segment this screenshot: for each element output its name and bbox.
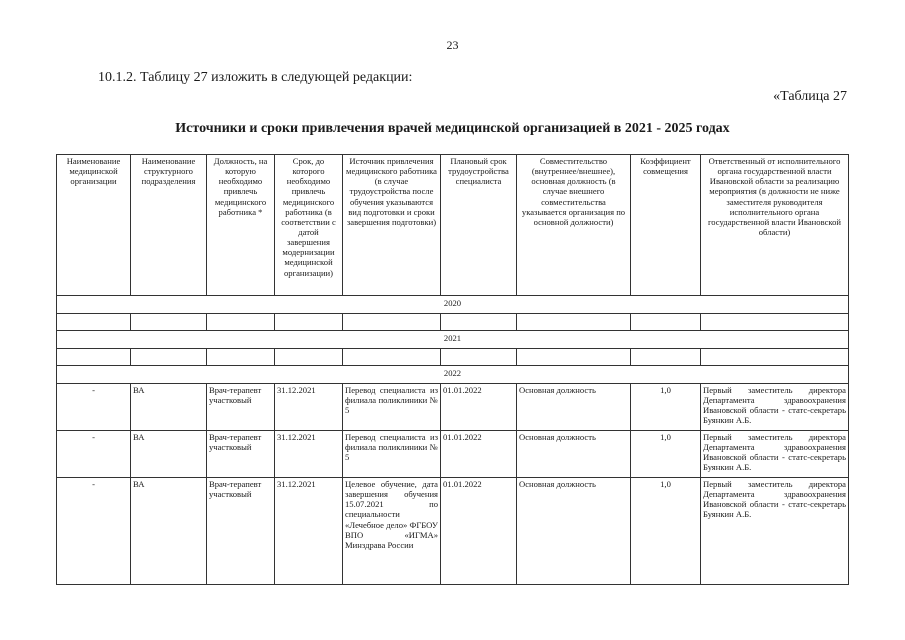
cell-source: Целевое обучение, дата завершения обучения 15.07.2021 по специальности «Лечебное дело» ФГБОУ ВПО «ИГМА» Минздрава России: [343, 478, 441, 585]
cell-combination: Основная должность: [517, 384, 631, 431]
cell-deadline: 31.12.2021: [275, 478, 343, 585]
table-reference: «Таблица 27: [773, 89, 847, 104]
header-org: Наименование медицинской организации: [57, 155, 131, 296]
header-coefficient: Коэффициент совмещения: [631, 155, 701, 296]
instruction-text: 10.1.2. Таблицу 27 изложить в следующей редакции:: [98, 70, 413, 85]
cell-position: Врач-терапевт участковый: [207, 384, 275, 431]
header-source: Источник привлечения медицинского работника (в случае трудоустройства после обучения указываются вид подготовки и сроки завершения подготовки): [343, 155, 441, 296]
header-deadline: Срок, до которого необходимо привлечь медицинского работника (в соответствии с датой завершения модернизации медицинской организации): [275, 155, 343, 296]
staffing-table: [56, 154, 849, 585]
cell-combination: Основная должность: [517, 431, 631, 478]
empty-row: [57, 349, 849, 366]
cell-position: Врач-терапевт участковый: [207, 478, 275, 585]
cell-source: Перевод специалиста из филиала поликлиники № 5: [343, 384, 441, 431]
table-title: Источники и сроки привлечения врачей медицинской организацией в 2021 - 2025 годах: [175, 121, 730, 136]
cell-org: -: [57, 431, 131, 478]
cell-source: Перевод специалиста из филиала поликлиники № 5: [343, 431, 441, 478]
table-row: [57, 431, 849, 478]
header-responsible: Ответственный от исполнительного органа государственной власти Ивановской области за реализацию мероприятия (в должности не ниже заместителя руководителя исполнительного органа государственной власти Ивановской области): [701, 155, 849, 296]
cell-org: -: [57, 478, 131, 585]
cell-unit: ВА: [131, 478, 207, 585]
cell-planned: 01.01.2022: [441, 384, 517, 431]
year-row: [57, 366, 849, 384]
cell-responsible: Первый заместитель директора Департамента здравоохранения Ивановской области - статс-секретарь Буянкин А.Б.: [701, 431, 849, 478]
cell-deadline: 31.12.2021: [275, 431, 343, 478]
cell-position: Врач-терапевт участковый: [207, 431, 275, 478]
year-label: 2022: [57, 366, 849, 384]
empty-row: [57, 314, 849, 331]
header-combination: Совместительство (внутреннее/внешнее), основная должность (в случае внешнего совместительства указывается организация по основной должности): [517, 155, 631, 296]
cell-deadline: 31.12.2021: [275, 384, 343, 431]
year-row: [57, 331, 849, 349]
cell-planned: 01.01.2022: [441, 431, 517, 478]
year-label: 2021: [57, 331, 849, 349]
table-row: [57, 384, 849, 431]
cell-coefficient: 1,0: [631, 431, 701, 478]
header-row: [57, 155, 849, 296]
cell-coefficient: 1,0: [631, 478, 701, 585]
page-number: 23: [446, 38, 459, 52]
header-unit: Наименование структурного подразделения: [131, 155, 207, 296]
cell-unit: ВА: [131, 431, 207, 478]
cell-responsible: Первый заместитель директора Департамента здравоохранения Ивановской области - статс-секретарь Буянкин А.Б.: [701, 384, 849, 431]
cell-combination: Основная должность: [517, 478, 631, 585]
table-row: [57, 478, 849, 585]
cell-org: -: [57, 384, 131, 431]
cell-coefficient: 1,0: [631, 384, 701, 431]
year-row: [57, 296, 849, 314]
cell-responsible: Первый заместитель директора Департамента здравоохранения Ивановской области - статс-секретарь Буянкин А.Б.: [701, 478, 849, 585]
header-planned: Плановый срок трудоустройства специалиста: [441, 155, 517, 296]
header-position: Должность, на которую необходимо привлечь медицинского работника *: [207, 155, 275, 296]
cell-unit: ВА: [131, 384, 207, 431]
cell-planned: 01.01.2022: [441, 478, 517, 585]
year-label: 2020: [57, 296, 849, 314]
